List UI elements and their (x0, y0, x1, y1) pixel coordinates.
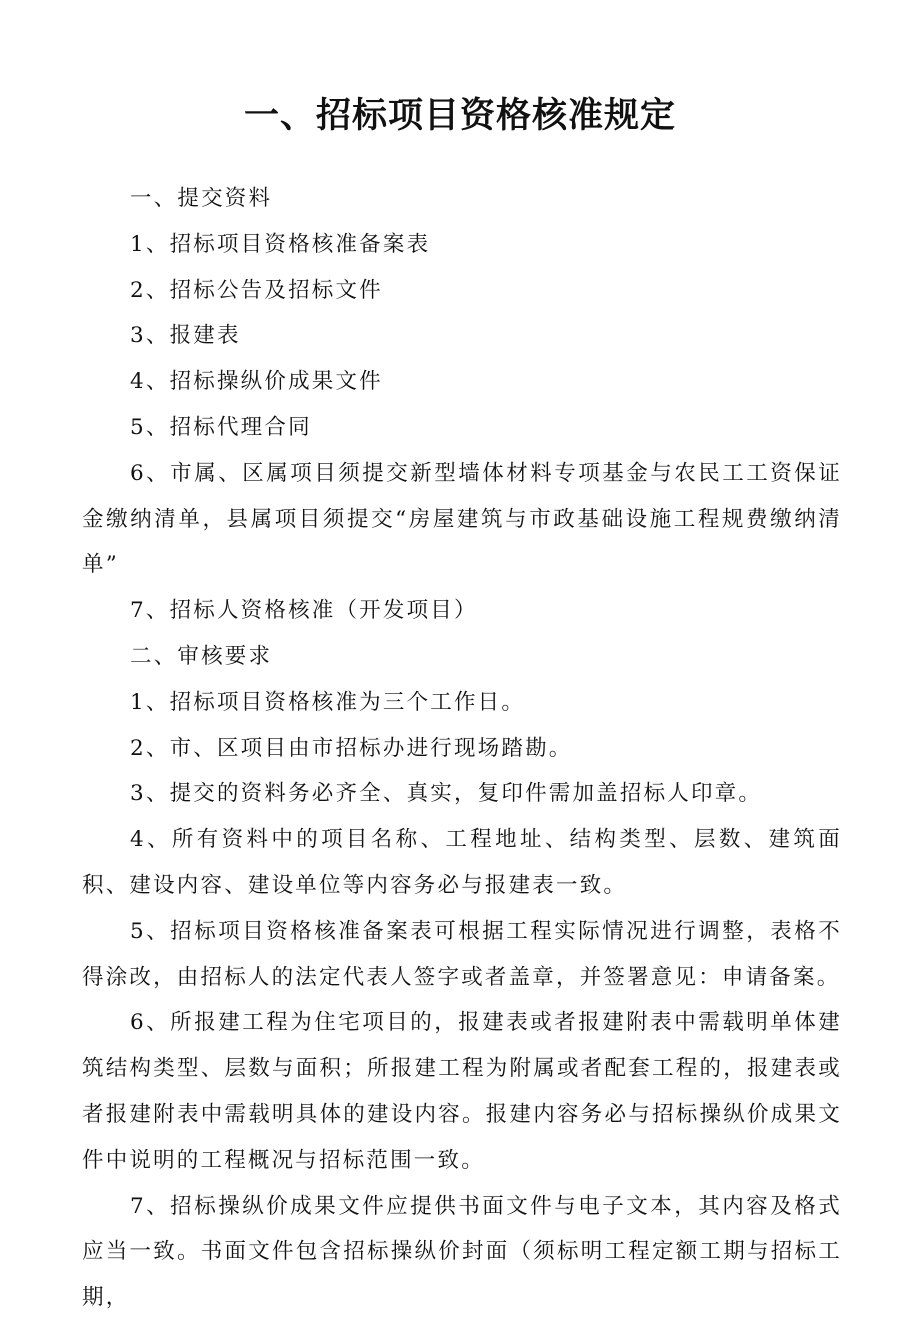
list-item: 5、招标代理合同 (130, 414, 312, 440)
list-item: 7、招标人资格核准（开发项目） (130, 598, 478, 624)
list-item: 4、招标操纵价成果文件 (130, 369, 383, 395)
list-item: 3、提交的资料务必齐全、真实，复印件需加盖招标人印章。 (130, 781, 763, 807)
document-title: 一、招标项目资格核准规定 (243, 96, 676, 136)
list-item: 7、招标操纵价成果文件应提供书面文件与电子文本，其内容及格式应当一致。书面文件包含招标操纵价封面（须标明工程定额工期与招标工期， (82, 1193, 842, 1311)
list-item: 5、招标项目资格核准备案表可根据工程实际情况进行调整，表格不得涂改，由招标人的法定代表人签字或者盖章，并签署意见：申请备案。 (82, 918, 842, 990)
list-item: 3、报建表 (130, 323, 241, 349)
list-item: 6、所报建工程为住宅项目的，报建表或者报建附表中需载明单体建筑结构类型、层数与面积；所报建工程为附属或者配套工程的，报建表或者报建附表中需载明具体的建设内容。报建内容务必与招标操纵价成果文件中说明的工程概况与招标范围一致。 (82, 1010, 842, 1173)
list-item: 6、市属、区属项目须提交新型墙体材料专项基金与农民工工资保证金缴纳清单，县属项目须提交“房屋建筑与市政基础设施工程规费缴纳清单” (82, 460, 842, 578)
document-body (82, 176, 842, 1321)
list-item: 2、市、区项目由市招标办进行现场踏勘。 (130, 735, 573, 761)
list-item: 1、招标项目资格核准为三个工作日。 (130, 689, 526, 715)
list-item: 4、所有资料中的项目名称、工程地址、结构类型、层数、建筑面积、建设内容、建设单位等内容务必与报建表一致。 (82, 827, 842, 898)
list-item: 1、招标项目资格核准备案表 (130, 231, 431, 257)
list-item: 2、招标公告及招标文件 (130, 277, 383, 303)
section-heading: 二、审核要求 (130, 643, 273, 669)
section-heading: 一、提交资料 (130, 186, 273, 211)
